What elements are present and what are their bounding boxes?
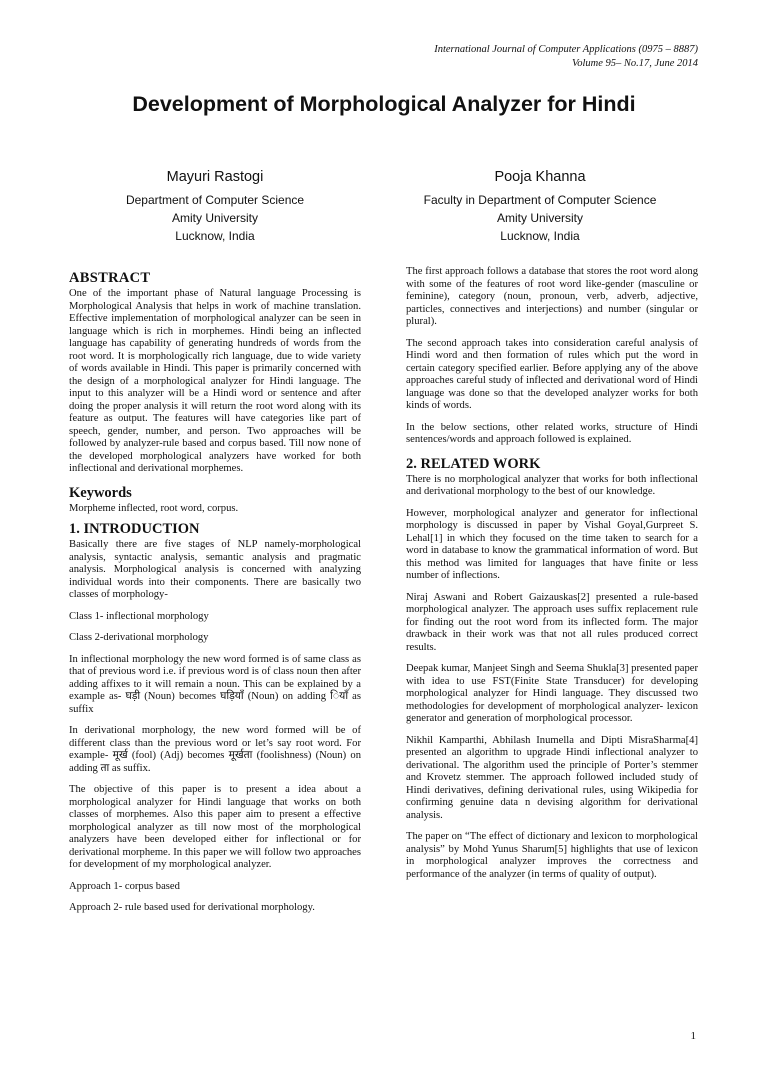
related-paragraph: Nikhil Kamparthi, Abhilash Inumella and Dipti MisraSharma[4] presented an algorithm to upgrade Hindi inflectional analyzer to derivational. The algorithm used the principle of Porter’s stemmer and Krovetz stemmer. The approach followed included study of Hindi derivatives, defining derivational rules, using Wikipedia for confirming genuine data n devising algorithm for derivational analysis. [406,734,698,821]
approach-1-line: Approach 1- corpus based [69,880,180,892]
keywords-text: Morpheme inflected, root word, corpus. [69,502,239,514]
objective-paragraph: The objective of this paper is to present a idea about a morphological analyzer for Hindi language that works on both classes of morphemes. Also this paper aim to present a effective morphological analyzer as till now most of the morphological analyzers have been developed either for inflectional or for derivational morpheme. In this paper we will follow two approaches for development of my morphological analyzer. [69,784,361,870]
class-1-line: Class 1- inflectional morphology [69,610,209,622]
author-location: Lucknow, India [500,229,580,243]
paper-title: Development of Morphological Analyzer for Hindi [132,92,636,116]
author-block-1 [50,168,380,245]
related-paragraph: The paper on “The effect of dictionary and lexicon to morphological analysis” by Mohd Yunus Sharum[5] highlights that use of lexicon in morphological analyzer improves the correctness and performance of the analyzer (in terms of quality of output). [406,831,698,880]
intro-paragraph: Basically there are five stages of NLP namely-morphological analysis, syntactic analysis, semantic analysis and pragmatic analysis. Morphological analysis is concerned with analyzing individual words into their components. There are basically two classes of morphology- [69,539,361,600]
introduction-heading: 1. INTRODUCTION [69,521,200,537]
author-department: Department of Computer Science [125,193,305,207]
right-column [406,266,698,890]
approach-paragraph-1: The first approach follows a database that stores the root word along with some of the features of root word like-gender (masculine or feminine), category (noun, pronoun, verb, adverb, adjective, particles, connectives and interjections) and number (singular or plural). [406,266,698,327]
abstract-heading: ABSTRACT [69,270,151,286]
journal-line-1: International Journal of Computer Applications (0975 – 8887) [434,44,698,55]
keywords-heading: Keywords [69,484,132,501]
inflectional-paragraph: In inflectional morphology the new word formed is of same class as that of previous word i.e. if previous word is of class noun then after adding affixes to it will remain a noun. This can be explained by a example as- घड़ी (Noun) becomes घड़ियाँ (Noun) on adding ियाँ as suffix [69,653,361,715]
approach-paragraph-2: The second approach takes into consideration careful analysis of Hindi word and then formation of rules which put the word in certain category specified earlier. Before applying any of the above approaches careful study of inflected and derivational word of Hindi language was done so that the developed analyzer works for both kinds of words. [406,337,698,411]
page-number: 1 [690,1030,696,1042]
author-university: Amity University [171,211,258,225]
related-paragraph: However, morphological analyzer and generator for inflectional morphology is discussed in paper by Vishal Goyal,Gurpreet S. Lehal[1] in which they focused on the time taken to search for a word in database to know the grammatical information of word. But this method was limited for languages that have finite or less number of inflections. [406,507,698,581]
author-university: Amity University [496,211,583,225]
left-column [69,266,361,924]
related-work-heading: 2. RELATED WORK [406,455,541,472]
derivational-paragraph: In derivational morphology, the new word formed will be of different class than the previous word or let’s say root word. For example- मूर्ख (fool) (Adj) becomes मूर्खता (foolishness) (Noun) on adding ता as suffix. [69,725,361,774]
journal-header [434,43,698,71]
related-paragraph: Deepak kumar, Manjeet Singh and Seema Shukla[3] presented paper with idea to use FST(Finite State Transducer) for developing morphological analyzer for Hindi language. They discussed two methodologies for development of morphological analyzer- lexicon generator and generation of morphological processor. [406,663,698,724]
sections-paragraph: In the below sections, other related works, structure of Hindi sentences/words and approach followed is explained. [406,421,698,445]
author-name: Mayuri Rastogi [166,169,264,185]
author-block-2 [375,168,705,245]
journal-line-2: Volume 95– No.17, June 2014 [572,58,698,69]
author-department: Faculty in Department of Computer Science [423,193,657,207]
approach-2-line: Approach 2- rule based used for derivational morphology. [69,902,315,913]
author-name: Pooja Khanna [494,169,586,185]
related-paragraph: There is no morphological analyzer that works for both inflectional and derivational morphology to the best of our knowledge. [406,473,698,497]
class-2-line: Class 2-derivational morphology [69,632,209,643]
abstract-text: One of the important phase of Natural language Processing is Morphological Analysis that helps in work of machine translation. Effective implementation of morphological analyzer can be seen in language which is rich in morphemes. Hindi being an inflected language has capability of generating hundreds of words from the root word. It is morphologically rich language, due to wide variety of words available in Hindi. This paper is primarily concerned with the design of a morphological analyzer for Hindi language. The input to this analyzer will be a Hindi word or sentence and after doing the proper analysis it will return the root word along with its feature as output. The features will have categories like part of speech, gender, number, and person. Two approaches will be followed by analyzer-rule based and corpus based. Till now none of the developed morphological analyzers have worked for both inflectional and derivational morphemes. [69,288,361,474]
related-paragraph: Niraj Aswani and Robert Gaizauskas[2] presented a rule-based morphological analyzer. The approach uses suffix replacement rule for finding out the root word from its inflected form. The major drawback in their work was that not all rules produced correct results. [406,591,698,653]
author-location: Lucknow, India [175,229,255,243]
